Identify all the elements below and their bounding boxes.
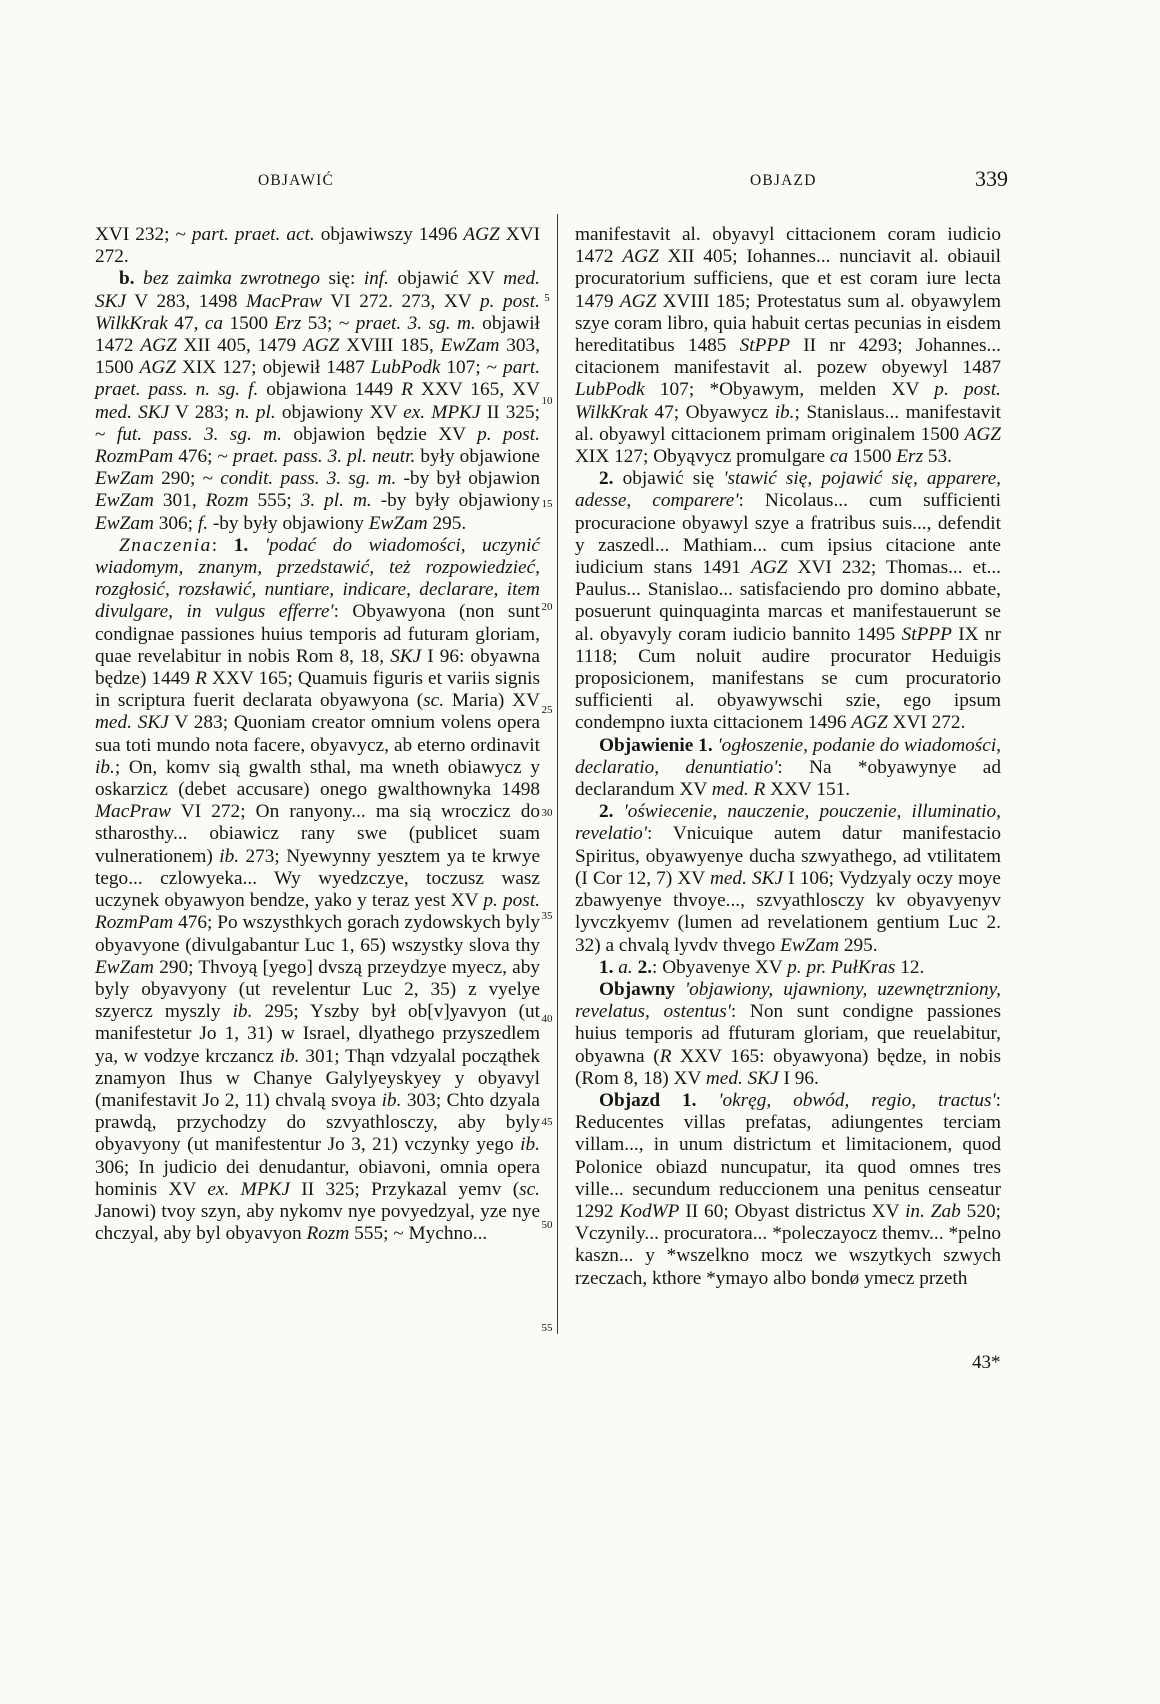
line-number: 55 <box>541 1322 553 1334</box>
page-number: 339 <box>975 166 1008 191</box>
entry-paragraph: Objawienie 1. 'ogłoszenie, podanie do wiadomości, declaratio, denuntiatio': Na *obyawynye ad declarandum XV med. R XXV 151. <box>575 734 1001 801</box>
entry-paragraph: manifestavit al. obyavyl cittacionem coram iudicio 1472 AGZ XII 405; Iohannes... nunciavit al. obiauil procuratorium sufficiens, que et est coram iure lecta 1479 AGZ XVIII 185; Protestatus sum al. obyawylem szye coram libro, quia habuit certas pecunias in eisdem hereditatibus 1485 StPPP II nr 4293; Johannes... citacionem manifestavit al. pozew obyewyl 1487 LubPodk 107; *Obyawym, melden XV p. post. WilkKrak 47; Obyawycz ib.; Stanislaus... manifestavit al. obyawyl cittacionem primam originalem 1500 AGZ XIX 127; Obyąvycz promulgare ca 1500 Erz 53. <box>575 224 1002 468</box>
right-column <box>575 224 1001 1290</box>
entry-paragraph: Objawny 'objawiony, ujawniony, uzewnętrzniony, revelatus, ostentus': Non sunt condigne passiones huius temporis ad ffuturam gloriam, que reuelabitur, obyawna (R XXV 165: obyawyona) będze, in nobis (Rom 8, 18) XV med. SKJ I 96. <box>575 978 1001 1089</box>
line-number: 40 <box>541 1013 553 1025</box>
headword: Objazd 1. <box>599 1089 697 1111</box>
line-number: 5 <box>544 292 550 304</box>
line-number: 50 <box>541 1219 553 1231</box>
column-divider <box>557 214 558 1334</box>
entry-paragraph: Objazd 1. 'okręg, obwód, regio, tractus': Reducentes villas prefatas, adiungentes terciam villam..., in unum districtum et limitacionem, quod Polonice obiazd nuncupatur, ita quod omnes tres ville... secundum reduccionem una penitus censeatur 1292 KodWP II 60; Obyast districtus XV in. Zab 520; Vczynily... procuratora... *poleczayocz themv... *pelno kaszn... y *wszelkno mocz we wszytkych szwych rzeczach, kthore *ymayo albo bondø ymecz przeth <box>575 1089 1001 1289</box>
entry-paragraph: Znaczenia: 1. 'podać do wiadomości, uczynić wiadomym, znanym, przedstawić, też rozpowiedzieć, rozgłosić, rozsławić, nuntiare, indicare, declarare, item divulgare, in vulgus efferre': Obyawyona (non sunt condignae passiones huius temporis ad futuram gloriam, quae revelabitur in nobis Rom 8, 18, SKJ I 96: obyawna będze) 1449 R XXV 165; Quamuis figuris et variis signis in scriptura fuerit declarata obyawyona (sc. Maria) XV med. SKJ V 283; Quoniam creator omnium volens opera sua toti mundo nota facere, obyavycz, ab eterno ordinavit ib.; On, komv sią gwalth sthal, ma wneth obiawycz y oskarzicz (debet accusare) onego gwalthownyka 1498 MacPraw VI 272; On ranyony... ma sią wroczicz do stharosthy... obiawicz rany swe (publicet suam vulnerationem) ib. 273; Nyewynny yesztem ya te krwye tego... czlowyeka... Wy wyedzczye, toczusz wasz uczynek obyawyon bendze, yako y teraz yest XV p. post. RozmPam 476; Po wszysthkych gorach zydowskych byly obyavyone (divulgabantur Luc 1, 65) wszystky slova thy EwZam 290; Thvoyą [yego] dvszą przeydzye myecz, aby byly obyavyony (ut revelentur Luc 2, 35) z vyelye szyercz myszly ib. 295; Yszby był ob[v]yavyon (ut manifestetur Jo 1, 31) w Israel, dlyathego przyszedlem ya, w vodzye krczancz ib. 301; Thąn vdzyalal począthek znamyon Ihus w Chanye Galylyeyskyey y obyavyl (manifestavit Jo 2, 11) chvalą svoya ib. 303; Chto dzyala prawdą, przychodzy do szvyathlosczy, aby byly obyavyony (ut manifestentur Jo 3, 21) vczynky yego ib. 306; In judicio dei denudantur, obiavoni, omnia opera hominis XV ex. MPKJ II 325; Przykazal yemv (sc. Janowi) tvoy szyn, aby nykomv nye povyedzyal, yze nye chczyal, aby byl obyavyon Rozm 555; ~ Mychno... <box>95 534 541 1245</box>
line-number: 10 <box>541 395 553 407</box>
headword: Objawny <box>599 978 676 1000</box>
entry-paragraph: 1. a. 2.: Obyavenye XV p. pr. PułKras 12. <box>599 956 925 978</box>
line-number: 20 <box>541 601 553 613</box>
entry-paragraph: b. bez zaimka zwrotnego się: inf. objawić XV med. SKJ V 283, 1498 MacPraw VI 272. 273, XV p. post. WilkKrak 47, ca 1500 Erz 53; ~ praet. 3. sg. m. objawił 1472 AGZ XII 405, 1479 AGZ XVIII 185, EwZam 303, 1500 AGZ XIX 127; objewił 1487 LubPodk 107; ~ part. praet. pass. n. sg. f. objawiona 1449 R XXV 165, XV med. SKJ V 283; n. pl. objawiony XV ex. MPKJ II 325; ~ fut. pass. 3. sg. m. objawion będzie XV p. post. RozmPam 476; ~ praet. pass. 3. pl. neutr. były objawione EwZam 290; ~ condit. pass. 3. sg. m. -by był objawion EwZam 301, Rozm 555; 3. pl. m. -by były objawiony EwZam 306; f. -by były objawiony EwZam 295. <box>95 268 541 534</box>
line-number: 35 <box>541 910 553 922</box>
line-number: 45 <box>541 1116 553 1128</box>
entry-paragraph: 2. objawić się 'stawić się, pojawić się, apparere, adesse, comparere': Nicolaus... cum sufficienti procuracione obyawyl szye a fratribus suis..., defendit y zaszedl... Mathiam... cum ipsius citacione ante iudicium stans 1491 AGZ XVI 232; Thomas... et... Paulus... Stanislao... satisfaciendo pro domino abbate, posuerunt quinquaginta marcas et manifestauerunt se al. obyavyly coram iudicio bannito 1495 StPPP IX nr 1118; Cum noluit audire procurator Heduigis proposicionem, manifestans se cum procuratorio sufficienti al. obyawywschi szie, ego ipsum condempno iuxta cittacionem 1496 AGZ XVI 272. <box>575 468 1002 734</box>
line-number: 15 <box>541 498 553 510</box>
entry-paragraph: 2. 'oświecenie, nauczenie, pouczenie, illuminatio, revelatio': Vnicuique autem datur manifestacio Spiritus, obyawyenye ducha szwyathego, ad vtilitatem (I Cor 12, 7) XV med. SKJ I 106; Vydzyaly oczy moye zbawyenye thvoye..., szvyathlosczy kv obyavyenyv lyvczkyemv (lumen ad revelationem gentium Luc 2. 32) a chvalą lyvdv thvego EwZam 295. <box>575 801 1001 956</box>
left-headword: OBJAWIĆ <box>258 172 335 189</box>
line-number: 30 <box>541 807 553 819</box>
entry-paragraph: XVI 232; ~ part. praet. act. objawiwszy 1496 AGZ XVI 272. <box>95 224 540 268</box>
line-number: 25 <box>541 704 553 716</box>
running-header <box>0 166 1160 196</box>
headword: Objawienie 1. <box>599 734 713 756</box>
signature-mark: 43* <box>972 1352 1001 1373</box>
right-headword: OBJAZD <box>750 172 817 189</box>
left-column <box>95 224 540 1245</box>
